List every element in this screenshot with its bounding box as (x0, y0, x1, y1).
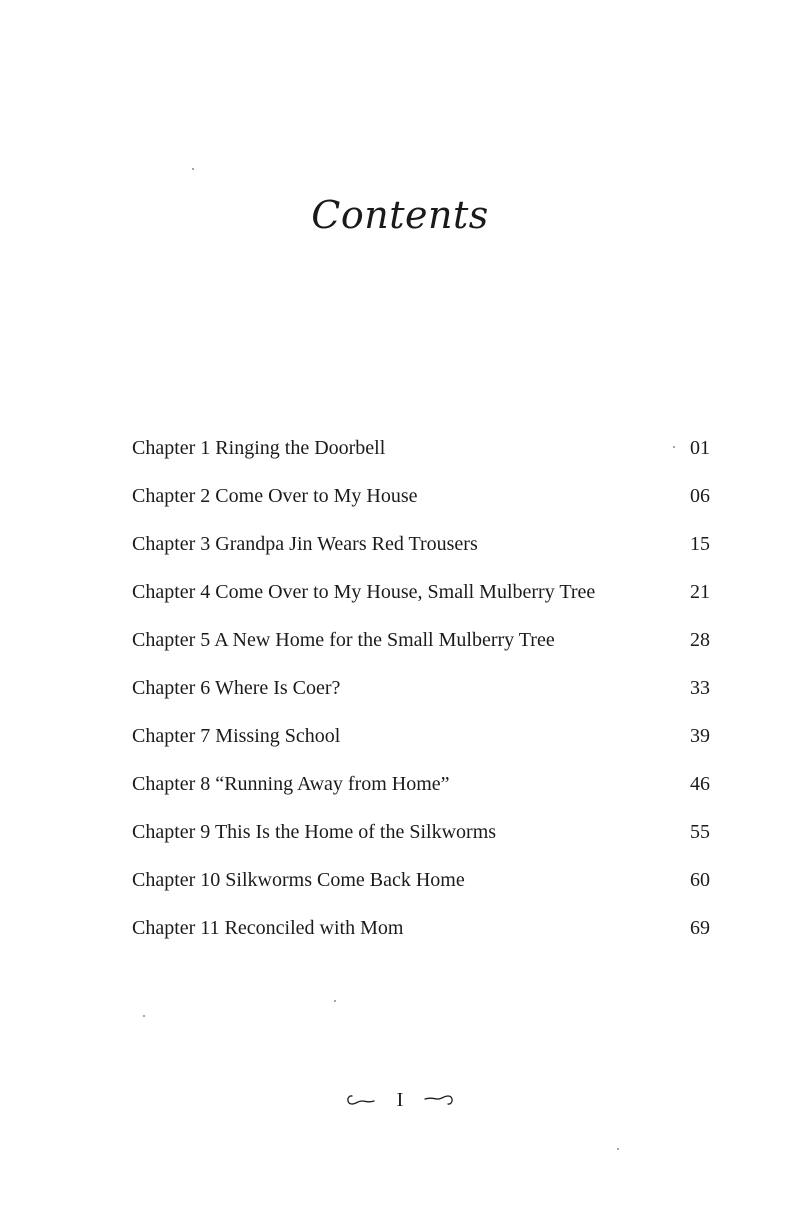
toc-entry-page: 60 (690, 869, 710, 891)
toc-entry-label: Chapter 5 A New Home for the Small Mulberry Tree (132, 629, 555, 651)
toc-entry-label: Chapter 10 Silkworms Come Back Home (132, 869, 465, 891)
toc-entry-page: 21 (690, 581, 710, 603)
toc-entry (132, 720, 710, 768)
toc-entry-label: Chapter 4 Come Over to My House, Small Mulberry Tree (132, 581, 596, 603)
toc-entry (132, 432, 710, 480)
scan-speck (617, 1148, 619, 1150)
toc-entry-label: Chapter 6 Where Is Coer? (132, 677, 341, 699)
table-of-contents (132, 432, 710, 960)
page-title: Contents (311, 193, 489, 237)
toc-entry (132, 912, 710, 960)
toc-entry-page: 01 (690, 437, 710, 459)
toc-entry-label: Chapter 2 Come Over to My House (132, 485, 418, 507)
toc-entry (132, 528, 710, 576)
toc-entry (132, 624, 710, 672)
toc-entry-page: 69 (690, 917, 710, 939)
toc-entry (132, 816, 710, 864)
toc-entry-label: Chapter 9 This Is the Home of the Silkworms (132, 821, 497, 843)
scan-speck (334, 1000, 336, 1002)
scan-speck (192, 168, 194, 170)
toc-entry (132, 576, 710, 624)
toc-entry (132, 768, 710, 816)
toc-entry-page: 06 (690, 485, 710, 507)
page-number: I (396, 1088, 404, 1111)
toc-entry-label: Chapter 3 Grandpa Jin Wears Red Trousers (132, 533, 478, 555)
page-folio (0, 1088, 800, 1112)
toc-entry-page: 15 (690, 533, 710, 555)
toc-entry-label: Chapter 8 “Running Away from Home” (132, 773, 450, 795)
toc-entry-page: 46 (690, 773, 710, 795)
scan-speck (143, 1015, 145, 1017)
toc-entry-label: Chapter 1 Ringing the Doorbell (132, 437, 386, 459)
toc-entry-label: Chapter 11 Reconciled with Mom (132, 917, 404, 939)
right-flourish-icon (422, 1092, 456, 1108)
scan-speck (673, 446, 675, 448)
toc-entry-label: Chapter 7 Missing School (132, 725, 341, 747)
left-flourish-icon (344, 1092, 378, 1108)
toc-entry-page: 39 (690, 725, 710, 747)
toc-entry-page: 28 (690, 629, 710, 651)
toc-entry (132, 672, 710, 720)
toc-entry (132, 864, 710, 912)
toc-entry-page: 33 (690, 677, 710, 699)
toc-entry (132, 480, 710, 528)
toc-entry-page: 55 (690, 821, 710, 843)
